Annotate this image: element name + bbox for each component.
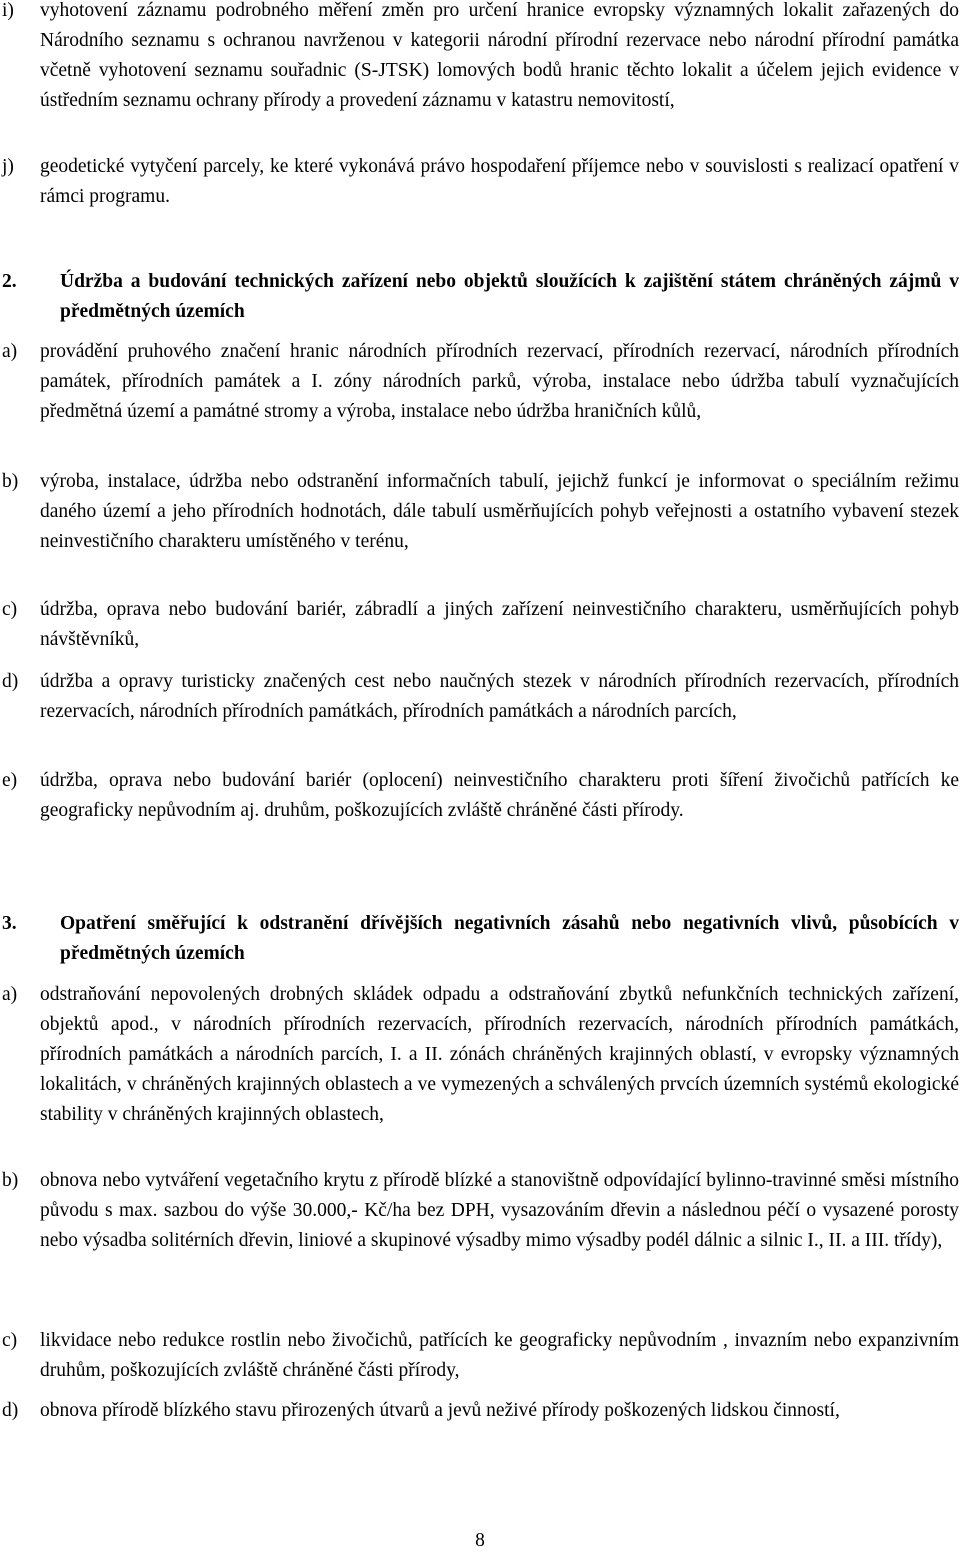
list-item-2d <box>0 667 960 727</box>
list-marker: c) <box>2 1330 18 1351</box>
list-item-j <box>0 152 960 212</box>
list-item-text: výroba, instalace, údržba nebo odstranění informačních tabulí, jejichž funkcí je informovat o speciálním režimu daného území a jeho přírodních hodnotách, dále tabulí usměrňujících pohyb veřejnosti a ostatního vybavení stezek neinvestičního charakteru umístěného v terénu, <box>40 471 959 552</box>
section-number: 2. <box>2 271 17 292</box>
list-item-2e <box>0 766 960 826</box>
list-marker: j) <box>2 156 14 177</box>
list-marker: b) <box>2 1170 19 1191</box>
list-marker: b) <box>2 471 19 492</box>
list-item-i <box>0 0 960 116</box>
list-item-text: provádění pruhového značení hranic národních přírodních rezervací, přírodních rezervací, národních přírodních památek, přírodních památek a I. zóny národních parků, výroba, instalace nebo údržba tabulí vyznačujících předmětná území a památné stromy a výroba, instalace nebo údržba hraničních kůlů, <box>40 341 959 422</box>
page-number: 8 <box>475 1530 485 1551</box>
list-item-3c <box>0 1326 960 1386</box>
list-item-3a <box>0 980 960 1130</box>
list-marker: d) <box>2 1400 19 1421</box>
list-marker: a) <box>2 984 18 1005</box>
section-title: Opatření směřující k odstranění dřívějších negativních zásahů nebo negativních vlivů, působících v předmětných územích <box>60 913 959 964</box>
list-item-text: likvidace nebo redukce rostlin nebo živočichů, patřících ke geograficky nepůvodním , invazním nebo expanzivním druhům, poškozujících zvláště chráněné části přírody, <box>40 1330 959 1381</box>
list-item-3d <box>0 1396 960 1426</box>
list-marker: i) <box>2 0 14 21</box>
list-item-text: údržba, oprava nebo budování bariér, zábradlí a jiných zařízení neinvestičního charakteru, usměrňujících pohyb návštěvníků, <box>40 599 959 650</box>
list-item-text: obnova nebo vytváření vegetačního krytu z přírodě blízké a stanovištně odpovídající bylinno-travinné směsi místního původu s max. sazbou do výše 30.000,- Kč/ha bez DPH, vysazováním dřevin a následnou péčí o vysazené porosty nebo výsadba solitérních dřevin, liniové a skupinové výsadby mimo výsadby podél dálnic a silnic I., II. a III. třídy), <box>40 1170 959 1251</box>
list-marker: d) <box>2 671 19 692</box>
list-item-text: vyhotovení záznamu podrobného měření změn pro určení hranice evropsky významných lokalit zařazených do Národního seznamu s ochranou navrženou v kategorii národní přírodní rezervace nebo národní přírodní památka včetně vyhotovení seznamu souřadnic (S-JTSK) lomových bodů hranic těchto lokalit a účelem jejich evidence v ústředním seznamu ochrany přírody a provedení záznamu v katastru nemovitostí, <box>40 0 959 111</box>
section-title: Údržba a budování technických zařízení nebo objektů sloužících k zajištění státem chráněných zájmů v předmětných územích <box>60 271 959 322</box>
section-number: 3. <box>2 913 17 934</box>
list-item-text: údržba, oprava nebo budování bariér (oplocení) neinvestičního charakteru proti šíření živočichů patřících ke geograficky nepůvodním aj. druhům, poškozujících zvláště chráněné části přírody. <box>40 770 959 821</box>
list-marker: c) <box>2 599 18 620</box>
list-item-text: obnova přírodě blízkého stavu přirozených útvarů a jevů neživé přírody poškozených lidskou činností, <box>40 1400 840 1421</box>
list-item-text: odstraňování nepovolených drobných skládek odpadu a odstraňování zbytků nefunkčních technických zařízení, objektů apod., v národních přírodních rezervacích, přírodních rezervacích, národních přírodních památkách, přírodních památkách a národních parcích, I. a II. zónách chráněných krajinných oblastí, v evropsky významných lokalitách, v chráněných krajinných oblastech a ve vymezených a schválených prvcích územních systémů ekologické stability v chráněných krajinných oblastech, <box>40 984 959 1125</box>
list-marker: a) <box>2 341 18 362</box>
list-item-2b <box>0 467 960 557</box>
list-item-2a <box>0 337 960 427</box>
list-item-2c <box>0 595 960 655</box>
list-item-text: geodetické vytyčení parcely, ke které vykonává právo hospodaření příjemce nebo v souvislosti s realizací opatření v rámci programu. <box>40 156 959 207</box>
list-marker: e) <box>2 770 18 791</box>
list-item-3b <box>0 1166 960 1256</box>
section-3-heading <box>0 909 960 969</box>
list-item-text: údržba a opravy turisticky značených cest nebo naučných stezek v národních přírodních rezervacích, přírodních rezervacích, národních přírodních památkách, přírodních památkách a národních parcích, <box>40 671 959 722</box>
section-2-heading <box>0 267 960 327</box>
